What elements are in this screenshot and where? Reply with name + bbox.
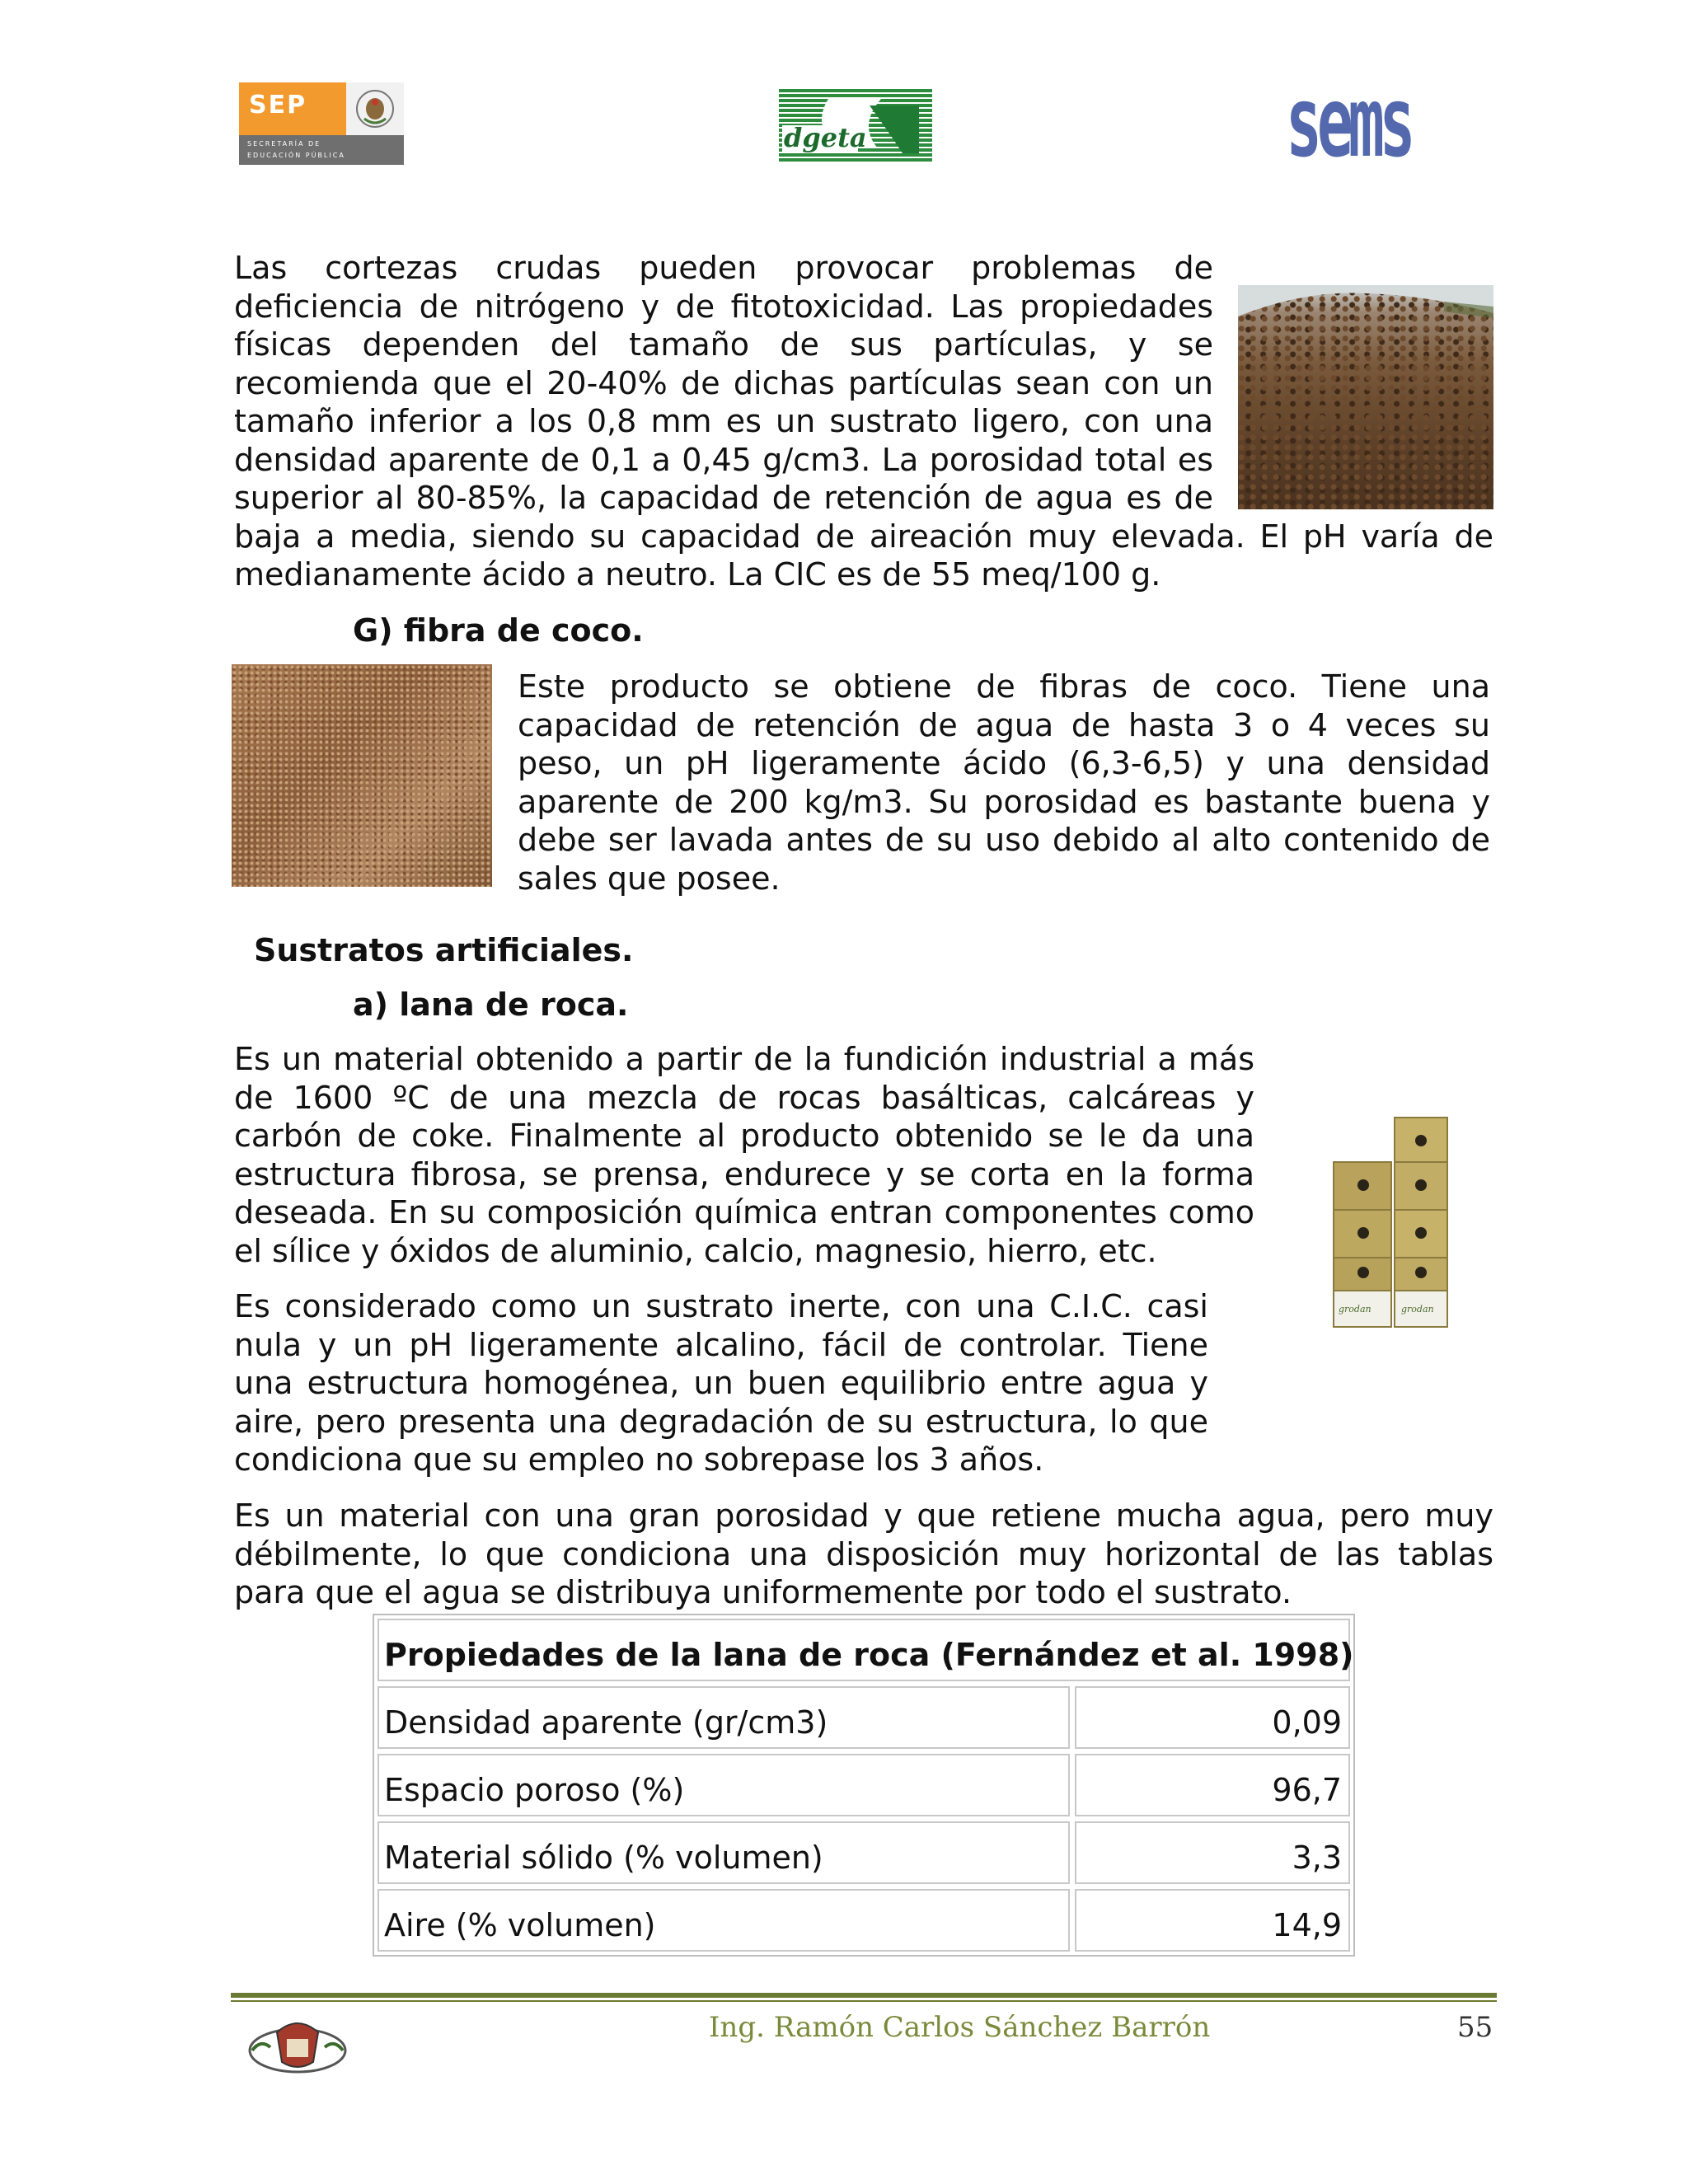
rockwool-brand-label: grodan xyxy=(1401,1304,1434,1315)
table-row xyxy=(377,1686,1070,1749)
row-label: Espacio poroso (%) xyxy=(384,1772,685,1808)
sep-logo-text: SEP xyxy=(249,91,307,120)
table-title-cell xyxy=(377,1619,1354,1681)
row-label: Material sólido (% volumen) xyxy=(384,1840,823,1876)
rockwool-brand-label: grodan xyxy=(1339,1304,1372,1315)
footer-rule xyxy=(231,1993,1497,1998)
table-row xyxy=(377,1754,1070,1816)
page-number: 55 xyxy=(1457,2011,1493,2044)
sep-subtitle-line2: EDUCACIÓN PÚBLICA xyxy=(247,152,345,159)
footer-rule xyxy=(231,2000,1497,2002)
footer-author: Ing. Ramón Carlos Sánchez Barrón xyxy=(709,2011,1211,2044)
table-title: Propiedades de la lana de roca (Fernández et al. 1998) xyxy=(384,1637,1354,1673)
table-row-value xyxy=(1075,1686,1350,1749)
rockwool-properties-table xyxy=(373,1614,1355,1957)
table-row-value xyxy=(1075,1889,1350,1952)
cortezas-paragraph xyxy=(234,249,1493,594)
table-row xyxy=(377,1821,1070,1884)
coco-heading: G) fibra de coco. xyxy=(353,612,644,649)
cortezas-text: Las cortezas crudas pueden provocar problemas de deficiencia de nitrógeno y de fitotoxicidad. Las propiedades físicas dependen del tamaño de sus partículas, y se recomienda que el 20-40% de dichas partículas sean con un tamaño inferior a los 0,8 mm es un sustrato ligero, con una densidad aparente de 0,1 a 0,45 g/cm3. La porosidad total es superior al 80-85%, la capacidad de retención de agua es de baja a media, siendo su capacidad de aireación muy elevada. El pH varía de medianamente ácido a neutro. La CIC es de 55 meq/100 g. xyxy=(234,250,1493,593)
lana-text-1: Es un material obtenido a partir de la fundición industrial a más de 1600 ºC de una mezcla de rocas basálticas, calcáreas y carbón de coke. Finalmente al producto obtenido se le da una estructura fibrosa, se prensa, endurece y se corta en la forma deseada. En su composición química entran componentes como el sílice y óxidos de aluminio, calcio, magnesio, hierro, etc. xyxy=(234,1041,1254,1269)
lana-text-2: Es considerado como un sustrato inerte, con una C.I.C. casi nula y un pH ligeramente alcalino, fácil de controlar. Tiene una estructura homogénea, un buen equilibrio entre agua y aire, pero presenta una degradación de su estructura, lo que condiciona que su empleo no sobrepase los 3 años. xyxy=(234,1288,1208,1478)
sep-logo xyxy=(239,82,404,165)
dgeta-logo xyxy=(779,89,932,162)
lana-paragraph-2 xyxy=(234,1287,1493,1479)
table-row xyxy=(377,1889,1070,1952)
row-value: 96,7 xyxy=(1272,1772,1342,1808)
row-label: Aire (% volumen) xyxy=(384,1907,656,1943)
dgeta-logo-text: dgeta xyxy=(784,122,867,153)
artificiales-heading: Sustratos artificiales. xyxy=(254,932,634,968)
table-row-value xyxy=(1075,1754,1350,1816)
school-crest-icon xyxy=(244,2014,351,2080)
sems-logo: sems xyxy=(1286,65,1411,179)
coconut-fiber-photo xyxy=(232,664,492,887)
bark-pile-photo xyxy=(1238,285,1493,509)
lana-de-roca-heading: a) lana de roca. xyxy=(353,987,629,1023)
table-row-value xyxy=(1075,1821,1350,1884)
coco-paragraph: Este producto se obtiene de fibras de coco. Tiene una capacidad de retención de agua de hasta 3 o 4 veces su peso, un pH ligeramente ácido (6,3-6,5) y una densidad aparente de 200 kg/m3. Su porosidad es bastante buena y debe ser lavada antes de su uso debido al alto contenido de sales que posee. xyxy=(518,668,1490,897)
row-label: Densidad aparente (gr/cm3) xyxy=(384,1704,828,1741)
mexican-seal-icon xyxy=(346,82,404,135)
row-value: 14,9 xyxy=(1272,1907,1342,1943)
row-value: 0,09 xyxy=(1272,1704,1342,1741)
row-value: 3,3 xyxy=(1292,1840,1342,1876)
sep-subtitle-line1: SECRETARÍA DE xyxy=(247,140,321,148)
lana-paragraph-3: Es un material con una gran porosidad y que retiene mucha agua, pero muy débilmente, lo que condiciona una disposición muy horizontal de las tablas para que el agua se distribuya uniformemente por todo el sustrato. xyxy=(234,1497,1493,1610)
